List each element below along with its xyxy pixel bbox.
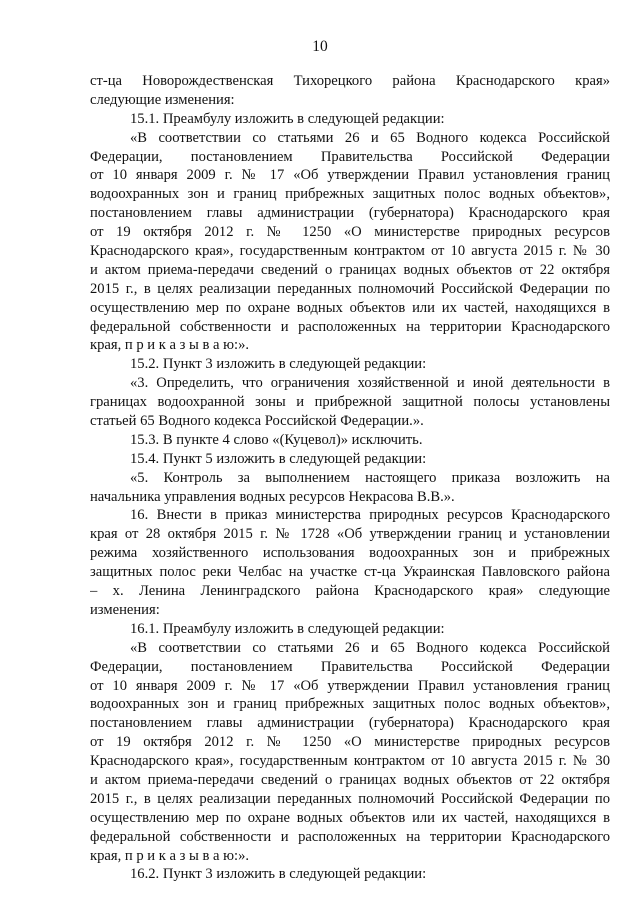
text-line: 16.2. Пункт 3 изложить в следующей редакции:	[130, 866, 427, 883]
text-line: осуществлению мер по охране водных объектов или их частей, находящихся в	[90, 299, 610, 316]
text-line: 16. Внести в приказ министерства природных ресурсов Краснодарского	[130, 507, 610, 524]
text-line: «5. Контроль за выполнением настоящего приказа возложить на	[130, 469, 610, 486]
text-line: от 19 октября 2012 г. № 1250 «О министерстве природных ресурсов	[90, 734, 610, 751]
text-line: 15.2. Пункт 3 изложить в следующей редакции:	[130, 356, 427, 373]
text-line: следующие изменения:	[90, 91, 235, 108]
text-line: «В соответствии со статьями 26 и 65 Водного кодекса Российской	[130, 639, 610, 656]
text-line: статьей 65 Водного кодекса Российской Федерации.».	[90, 413, 424, 430]
text-line: постановлением главы администрации (губернатора) Краснодарского края	[90, 715, 610, 732]
text-line: водоохранных зон и границ прибрежных защитных полос водных объектов»,	[90, 696, 610, 713]
text-line: границах водоохранной зоны и прибрежной защитной полосы установлены	[90, 394, 610, 411]
text-line: защитных полос реки Челбас на участке ст-ца Украинская Павловского района	[90, 564, 610, 581]
text-line: от 10 января 2009 г. № 17 «Об утверждении Правил установления границ	[90, 677, 610, 694]
text-line: 2015 г., в целях реализации переданных полномочий Российской Федерации по	[90, 790, 610, 807]
text-line: режима хозяйственного использования водоохранных зон и прибрежных	[90, 545, 610, 562]
text-line: – х. Ленина Ленинградского района Краснодарского края» следующие	[90, 583, 610, 600]
text-line: Краснодарского края», государственным контрактом от 10 августа 2015 г. № 30	[90, 753, 610, 770]
text-line: водоохранных зон и границ прибрежных защитных полос водных объектов»,	[90, 186, 610, 203]
text-line: «В соответствии со статьями 26 и 65 Водного кодекса Российской	[130, 129, 610, 146]
text-line: «3. Определить, что ограничения хозяйственной и иной деятельности в	[130, 375, 610, 392]
text-line: 15.1. Преамбулу изложить в следующей редакции:	[130, 110, 445, 127]
text-line: ст-ца Новорождественская Тихорецкого района Краснодарского края»	[90, 73, 610, 89]
text-line: от 19 октября 2012 г. № 1250 «О министерстве природных ресурсов	[90, 224, 610, 241]
text-line: 15.3. В пункте 4 слово «(Куцевол)» исключить.	[130, 431, 423, 448]
text-line: Краснодарского края», государственным контрактом от 10 августа 2015 г. № 30	[90, 243, 610, 260]
text-line: края, п р и к а з ы в а ю:».	[90, 847, 250, 864]
text-line: федеральной собственности и расположенных на территории Краснодарского	[90, 828, 610, 845]
text-line: края от 28 октября 2015 г. № 1728 «Об утверждении границ и установлении	[90, 526, 610, 543]
text-line: и актом приема-передачи сведений о границах водных объектов от 22 октября	[90, 771, 610, 788]
text-line: 2015 г., в целях реализации переданных полномочий Российской Федерации по	[90, 280, 610, 297]
text-line: осуществлению мер по охране водных объектов или их частей, находящихся в	[90, 809, 610, 826]
text-line: изменения:	[90, 601, 160, 618]
text-line: края, п р и к а з ы в а ю:».	[90, 337, 250, 354]
text-line: от 10 января 2009 г. № 17 «Об утверждении Правил установления границ	[90, 167, 610, 184]
text-line: постановлением главы администрации (губернатора) Краснодарского края	[90, 205, 610, 222]
text-line: начальника управления водных ресурсов Некрасова В.В.».	[90, 488, 455, 505]
text-line: Федерации, постановлением Правительства Российской Федерации	[90, 658, 610, 675]
page-number: 10	[312, 38, 328, 55]
text-line: федеральной собственности и расположенных на территории Краснодарского	[90, 318, 610, 335]
text-line: и актом приема-передачи сведений о границах водных объектов от 22 октября	[90, 261, 610, 278]
text-line: 15.4. Пункт 5 изложить в следующей редакции:	[130, 450, 427, 467]
document-body	[90, 72, 610, 884]
text-line: 16.1. Преамбулу изложить в следующей редакции:	[130, 620, 445, 637]
text-line: Федерации, постановлением Правительства Российской Федерации	[90, 148, 610, 165]
